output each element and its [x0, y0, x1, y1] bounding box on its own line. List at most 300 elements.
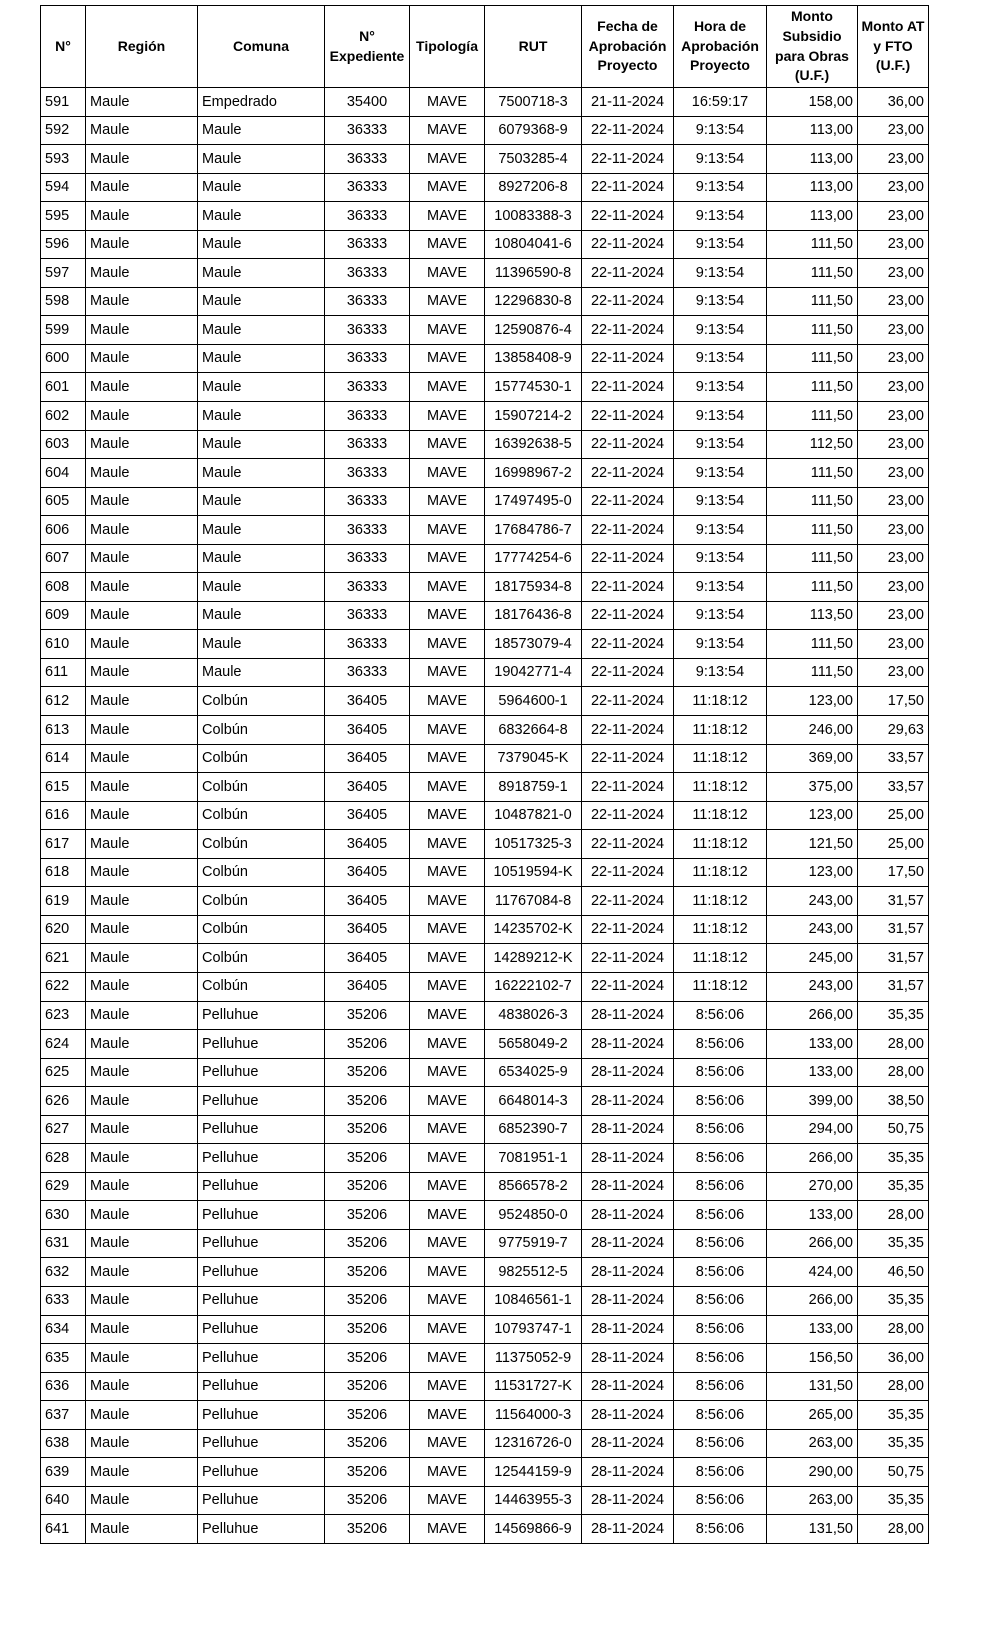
cell-tipologia: MAVE: [410, 944, 485, 973]
cell-number: 630: [41, 1201, 86, 1230]
cell-rut: 14569866-9: [485, 1515, 582, 1544]
cell-rut: 8918759-1: [485, 773, 582, 802]
cell-comuna: Maule: [198, 544, 325, 573]
header-region: Región: [86, 6, 198, 88]
table-row: [41, 1458, 929, 1487]
cell-expediente: 36405: [325, 972, 410, 1001]
cell-monto-obras: 375,00: [767, 773, 858, 802]
cell-monto-obras: 113,00: [767, 116, 858, 145]
cell-expediente: 35206: [325, 1058, 410, 1087]
cell-rut: 16998967-2: [485, 459, 582, 488]
cell-hora: 8:56:06: [674, 1172, 767, 1201]
cell-number: 596: [41, 230, 86, 259]
cell-region: Maule: [86, 1401, 198, 1430]
cell-comuna: Colbún: [198, 915, 325, 944]
cell-region: Maule: [86, 1344, 198, 1373]
cell-fecha: 22-11-2024: [582, 344, 674, 373]
cell-comuna: Colbún: [198, 773, 325, 802]
cell-comuna: Colbún: [198, 887, 325, 916]
cell-number: 600: [41, 344, 86, 373]
cell-hora: 8:56:06: [674, 1458, 767, 1487]
cell-hora: 16:59:17: [674, 88, 767, 117]
cell-expediente: 36405: [325, 830, 410, 859]
cell-fecha: 22-11-2024: [582, 687, 674, 716]
cell-number: 629: [41, 1172, 86, 1201]
header-number: N°: [41, 6, 86, 88]
cell-monto-obras: 399,00: [767, 1087, 858, 1116]
cell-expediente: 36333: [325, 230, 410, 259]
cell-fecha: 28-11-2024: [582, 1372, 674, 1401]
cell-expediente: 35206: [325, 1286, 410, 1315]
cell-rut: 5964600-1: [485, 687, 582, 716]
cell-tipologia: MAVE: [410, 830, 485, 859]
cell-rut: 10793747-1: [485, 1315, 582, 1344]
cell-monto-obras: 113,00: [767, 173, 858, 202]
cell-tipologia: MAVE: [410, 459, 485, 488]
cell-expediente: 36405: [325, 915, 410, 944]
cell-rut: 9775919-7: [485, 1229, 582, 1258]
cell-region: Maule: [86, 915, 198, 944]
cell-tipologia: MAVE: [410, 1401, 485, 1430]
cell-tipologia: MAVE: [410, 173, 485, 202]
cell-expediente: 36333: [325, 630, 410, 659]
cell-monto-obras: 111,50: [767, 544, 858, 573]
cell-tipologia: MAVE: [410, 716, 485, 745]
cell-comuna: Pelluhue: [198, 1458, 325, 1487]
cell-rut: 13858408-9: [485, 344, 582, 373]
cell-region: Maule: [86, 1258, 198, 1287]
table-row: [41, 1058, 929, 1087]
cell-monto-at: 36,00: [858, 88, 929, 117]
cell-region: Maule: [86, 1058, 198, 1087]
cell-hora: 9:13:54: [674, 430, 767, 459]
cell-region: Maule: [86, 887, 198, 916]
cell-region: Maule: [86, 1458, 198, 1487]
cell-tipologia: MAVE: [410, 1286, 485, 1315]
cell-number: 595: [41, 202, 86, 231]
cell-hora: 8:56:06: [674, 1229, 767, 1258]
cell-monto-at: 25,00: [858, 830, 929, 859]
cell-monto-at: 23,00: [858, 173, 929, 202]
cell-hora: 8:56:06: [674, 1144, 767, 1173]
cell-comuna: Maule: [198, 402, 325, 431]
cell-hora: 11:18:12: [674, 744, 767, 773]
cell-monto-obras: 243,00: [767, 972, 858, 1001]
cell-rut: 18175934-8: [485, 573, 582, 602]
cell-monto-obras: 111,50: [767, 459, 858, 488]
cell-tipologia: MAVE: [410, 1515, 485, 1544]
cell-rut: 5658049-2: [485, 1030, 582, 1059]
cell-monto-at: 50,75: [858, 1458, 929, 1487]
cell-monto-at: 35,35: [858, 1429, 929, 1458]
cell-region: Maule: [86, 1229, 198, 1258]
cell-region: Maule: [86, 858, 198, 887]
cell-region: Maule: [86, 1372, 198, 1401]
cell-hora: 8:56:06: [674, 1030, 767, 1059]
cell-rut: 16392638-5: [485, 430, 582, 459]
table-row: [41, 116, 929, 145]
cell-monto-at: 31,57: [858, 915, 929, 944]
cell-monto-obras: 245,00: [767, 944, 858, 973]
cell-tipologia: MAVE: [410, 1372, 485, 1401]
cell-fecha: 22-11-2024: [582, 230, 674, 259]
cell-number: 611: [41, 658, 86, 687]
table-row: [41, 630, 929, 659]
table-row: [41, 716, 929, 745]
cell-region: Maule: [86, 145, 198, 174]
cell-tipologia: MAVE: [410, 430, 485, 459]
cell-comuna: Maule: [198, 430, 325, 459]
cell-monto-obras: 113,50: [767, 601, 858, 630]
cell-expediente: 35206: [325, 1401, 410, 1430]
cell-monto-obras: 113,00: [767, 202, 858, 231]
cell-number: 620: [41, 915, 86, 944]
cell-comuna: Pelluhue: [198, 1144, 325, 1173]
cell-tipologia: MAVE: [410, 1172, 485, 1201]
cell-region: Maule: [86, 1144, 198, 1173]
cell-number: 614: [41, 744, 86, 773]
cell-monto-at: 50,75: [858, 1115, 929, 1144]
header-hora: Hora de Aprobación Proyecto: [674, 6, 767, 88]
cell-monto-at: 23,00: [858, 287, 929, 316]
cell-tipologia: MAVE: [410, 344, 485, 373]
cell-comuna: Pelluhue: [198, 1030, 325, 1059]
table-row: [41, 1372, 929, 1401]
table-row: [41, 773, 929, 802]
cell-tipologia: MAVE: [410, 801, 485, 830]
cell-monto-at: 28,00: [858, 1030, 929, 1059]
cell-fecha: 21-11-2024: [582, 88, 674, 117]
cell-tipologia: MAVE: [410, 573, 485, 602]
cell-tipologia: MAVE: [410, 145, 485, 174]
cell-region: Maule: [86, 801, 198, 830]
cell-monto-obras: 131,50: [767, 1515, 858, 1544]
cell-monto-at: 35,35: [858, 1172, 929, 1201]
cell-monto-obras: 111,50: [767, 230, 858, 259]
cell-monto-at: 23,00: [858, 430, 929, 459]
cell-tipologia: MAVE: [410, 773, 485, 802]
table-row: [41, 1001, 929, 1030]
table-row: [41, 1144, 929, 1173]
cell-number: 612: [41, 687, 86, 716]
cell-fecha: 28-11-2024: [582, 1458, 674, 1487]
cell-number: 633: [41, 1286, 86, 1315]
cell-expediente: 35206: [325, 1458, 410, 1487]
cell-monto-at: 23,00: [858, 516, 929, 545]
cell-monto-obras: 369,00: [767, 744, 858, 773]
cell-expediente: 36333: [325, 573, 410, 602]
cell-monto-obras: 111,50: [767, 259, 858, 288]
cell-hora: 11:18:12: [674, 716, 767, 745]
cell-fecha: 22-11-2024: [582, 202, 674, 231]
cell-hora: 8:56:06: [674, 1087, 767, 1116]
cell-rut: 10487821-0: [485, 801, 582, 830]
cell-region: Maule: [86, 1201, 198, 1230]
cell-comuna: Maule: [198, 459, 325, 488]
cell-expediente: 36333: [325, 344, 410, 373]
cell-tipologia: MAVE: [410, 1229, 485, 1258]
cell-rut: 18176436-8: [485, 601, 582, 630]
cell-monto-at: 23,00: [858, 202, 929, 231]
cell-expediente: 35206: [325, 1515, 410, 1544]
table-row: [41, 1030, 929, 1059]
cell-tipologia: MAVE: [410, 1458, 485, 1487]
cell-region: Maule: [86, 344, 198, 373]
cell-expediente: 36333: [325, 516, 410, 545]
table-row: [41, 1315, 929, 1344]
cell-rut: 11531727-K: [485, 1372, 582, 1401]
cell-monto-obras: 111,50: [767, 516, 858, 545]
cell-comuna: Maule: [198, 516, 325, 545]
table-row: [41, 744, 929, 773]
cell-rut: 7500718-3: [485, 88, 582, 117]
cell-expediente: 36333: [325, 544, 410, 573]
cell-monto-obras: 133,00: [767, 1315, 858, 1344]
cell-number: 638: [41, 1429, 86, 1458]
cell-expediente: 36333: [325, 287, 410, 316]
cell-region: Maule: [86, 230, 198, 259]
cell-expediente: 36333: [325, 173, 410, 202]
table-row: [41, 173, 929, 202]
cell-monto-at: 23,00: [858, 459, 929, 488]
cell-rut: 12590876-4: [485, 316, 582, 345]
cell-region: Maule: [86, 687, 198, 716]
cell-region: Maule: [86, 373, 198, 402]
cell-monto-at: 31,57: [858, 972, 929, 1001]
cell-fecha: 28-11-2024: [582, 1229, 674, 1258]
cell-monto-at: 35,35: [858, 1144, 929, 1173]
cell-fecha: 28-11-2024: [582, 1258, 674, 1287]
cell-hora: 9:13:54: [674, 601, 767, 630]
cell-comuna: Colbún: [198, 944, 325, 973]
cell-comuna: Maule: [198, 373, 325, 402]
cell-number: 624: [41, 1030, 86, 1059]
cell-comuna: Pelluhue: [198, 1315, 325, 1344]
cell-comuna: Pelluhue: [198, 1258, 325, 1287]
cell-monto-at: 23,00: [858, 658, 929, 687]
cell-fecha: 28-11-2024: [582, 1344, 674, 1373]
cell-number: 594: [41, 173, 86, 202]
cell-comuna: Pelluhue: [198, 1486, 325, 1515]
cell-monto-obras: 266,00: [767, 1001, 858, 1030]
cell-fecha: 28-11-2024: [582, 1058, 674, 1087]
cell-monto-obras: 266,00: [767, 1286, 858, 1315]
cell-expediente: 36333: [325, 316, 410, 345]
cell-hora: 11:18:12: [674, 972, 767, 1001]
cell-tipologia: MAVE: [410, 601, 485, 630]
cell-comuna: Maule: [198, 658, 325, 687]
cell-monto-obras: 290,00: [767, 1458, 858, 1487]
cell-number: 592: [41, 116, 86, 145]
cell-number: 608: [41, 573, 86, 602]
cell-fecha: 22-11-2024: [582, 487, 674, 516]
cell-monto-at: 28,00: [858, 1315, 929, 1344]
cell-region: Maule: [86, 544, 198, 573]
cell-fecha: 22-11-2024: [582, 944, 674, 973]
cell-rut: 10804041-6: [485, 230, 582, 259]
cell-monto-obras: 131,50: [767, 1372, 858, 1401]
cell-rut: 11767084-8: [485, 887, 582, 916]
table-header-row: [41, 6, 929, 88]
cell-fecha: 22-11-2024: [582, 287, 674, 316]
cell-monto-obras: 270,00: [767, 1172, 858, 1201]
cell-monto-at: 23,00: [858, 116, 929, 145]
cell-expediente: 35206: [325, 1429, 410, 1458]
cell-hora: 11:18:12: [674, 801, 767, 830]
cell-monto-obras: 113,00: [767, 145, 858, 174]
cell-hora: 9:13:54: [674, 230, 767, 259]
cell-monto-at: 23,00: [858, 230, 929, 259]
cell-fecha: 22-11-2024: [582, 459, 674, 488]
cell-expediente: 36333: [325, 459, 410, 488]
cell-tipologia: MAVE: [410, 1344, 485, 1373]
cell-comuna: Pelluhue: [198, 1201, 325, 1230]
cell-fecha: 28-11-2024: [582, 1115, 674, 1144]
cell-number: 623: [41, 1001, 86, 1030]
cell-hora: 9:13:54: [674, 487, 767, 516]
cell-region: Maule: [86, 716, 198, 745]
cell-rut: 14463955-3: [485, 1486, 582, 1515]
cell-monto-obras: 133,00: [767, 1058, 858, 1087]
cell-tipologia: MAVE: [410, 1001, 485, 1030]
cell-tipologia: MAVE: [410, 858, 485, 887]
cell-monto-at: 17,50: [858, 687, 929, 716]
cell-expediente: 36405: [325, 801, 410, 830]
cell-fecha: 22-11-2024: [582, 858, 674, 887]
table-row: [41, 259, 929, 288]
cell-number: 626: [41, 1087, 86, 1116]
cell-tipologia: MAVE: [410, 544, 485, 573]
cell-region: Maule: [86, 630, 198, 659]
cell-monto-at: 36,00: [858, 1344, 929, 1373]
table-row: [41, 430, 929, 459]
cell-hora: 8:56:06: [674, 1401, 767, 1430]
cell-rut: 14289212-K: [485, 944, 582, 973]
cell-hora: 9:13:54: [674, 202, 767, 231]
header-monto-obras: Monto Subsidio para Obras (U.F.): [767, 6, 858, 88]
table-row: [41, 658, 929, 687]
cell-hora: 11:18:12: [674, 687, 767, 716]
cell-number: 615: [41, 773, 86, 802]
cell-fecha: 22-11-2024: [582, 658, 674, 687]
cell-expediente: 36333: [325, 116, 410, 145]
cell-region: Maule: [86, 1115, 198, 1144]
cell-rut: 10519594-K: [485, 858, 582, 887]
cell-hora: 9:13:54: [674, 287, 767, 316]
cell-expediente: 36333: [325, 259, 410, 288]
cell-monto-obras: 111,50: [767, 316, 858, 345]
cell-monto-obras: 263,00: [767, 1486, 858, 1515]
cell-rut: 4838026-3: [485, 1001, 582, 1030]
cell-monto-at: 46,50: [858, 1258, 929, 1287]
cell-comuna: Maule: [198, 259, 325, 288]
cell-number: 599: [41, 316, 86, 345]
cell-fecha: 28-11-2024: [582, 1315, 674, 1344]
cell-number: 625: [41, 1058, 86, 1087]
cell-monto-at: 33,57: [858, 744, 929, 773]
cell-tipologia: MAVE: [410, 1315, 485, 1344]
cell-hora: 9:13:54: [674, 116, 767, 145]
cell-comuna: Colbún: [198, 858, 325, 887]
cell-expediente: 35206: [325, 1486, 410, 1515]
cell-region: Maule: [86, 744, 198, 773]
cell-comuna: Pelluhue: [198, 1344, 325, 1373]
cell-region: Maule: [86, 287, 198, 316]
table-row: [41, 88, 929, 117]
subsidy-table: [40, 5, 929, 1544]
cell-number: 640: [41, 1486, 86, 1515]
table-row: [41, 944, 929, 973]
cell-tipologia: MAVE: [410, 373, 485, 402]
cell-hora: 8:56:06: [674, 1201, 767, 1230]
cell-rut: 8566578-2: [485, 1172, 582, 1201]
cell-tipologia: MAVE: [410, 487, 485, 516]
cell-tipologia: MAVE: [410, 1115, 485, 1144]
cell-tipologia: MAVE: [410, 1087, 485, 1116]
cell-region: Maule: [86, 773, 198, 802]
cell-monto-at: 35,35: [858, 1001, 929, 1030]
table-row: [41, 544, 929, 573]
cell-rut: 10517325-3: [485, 830, 582, 859]
cell-rut: 15907214-2: [485, 402, 582, 431]
cell-region: Maule: [86, 1172, 198, 1201]
cell-comuna: Pelluhue: [198, 1229, 325, 1258]
cell-region: Maule: [86, 259, 198, 288]
cell-fecha: 22-11-2024: [582, 830, 674, 859]
cell-monto-obras: 265,00: [767, 1401, 858, 1430]
table-row: [41, 373, 929, 402]
table-row: [41, 1201, 929, 1230]
cell-expediente: 36405: [325, 773, 410, 802]
cell-expediente: 35206: [325, 1258, 410, 1287]
cell-rut: 6534025-9: [485, 1058, 582, 1087]
cell-hora: 9:13:54: [674, 344, 767, 373]
cell-tipologia: MAVE: [410, 1144, 485, 1173]
cell-comuna: Pelluhue: [198, 1372, 325, 1401]
cell-tipologia: MAVE: [410, 744, 485, 773]
cell-comuna: Maule: [198, 344, 325, 373]
cell-fecha: 22-11-2024: [582, 544, 674, 573]
table-row: [41, 801, 929, 830]
cell-monto-at: 35,35: [858, 1486, 929, 1515]
cell-fecha: 22-11-2024: [582, 259, 674, 288]
table-row: [41, 601, 929, 630]
cell-monto-obras: 158,00: [767, 88, 858, 117]
cell-comuna: Pelluhue: [198, 1172, 325, 1201]
cell-monto-obras: 111,50: [767, 658, 858, 687]
cell-expediente: 36333: [325, 658, 410, 687]
cell-number: 634: [41, 1315, 86, 1344]
cell-monto-obras: 156,50: [767, 1344, 858, 1373]
cell-monto-at: 35,35: [858, 1286, 929, 1315]
cell-comuna: Maule: [198, 573, 325, 602]
cell-fecha: 22-11-2024: [582, 801, 674, 830]
header-expediente: N° Expediente: [325, 6, 410, 88]
cell-comuna: Maule: [198, 202, 325, 231]
cell-number: 593: [41, 145, 86, 174]
table-row: [41, 1486, 929, 1515]
cell-monto-at: 33,57: [858, 773, 929, 802]
cell-hora: 8:56:06: [674, 1058, 767, 1087]
table-row: [41, 1344, 929, 1373]
cell-number: 598: [41, 287, 86, 316]
table-row: [41, 1429, 929, 1458]
table-row: [41, 1258, 929, 1287]
cell-number: 603: [41, 430, 86, 459]
cell-comuna: Pelluhue: [198, 1058, 325, 1087]
cell-expediente: 36333: [325, 487, 410, 516]
cell-comuna: Maule: [198, 145, 325, 174]
